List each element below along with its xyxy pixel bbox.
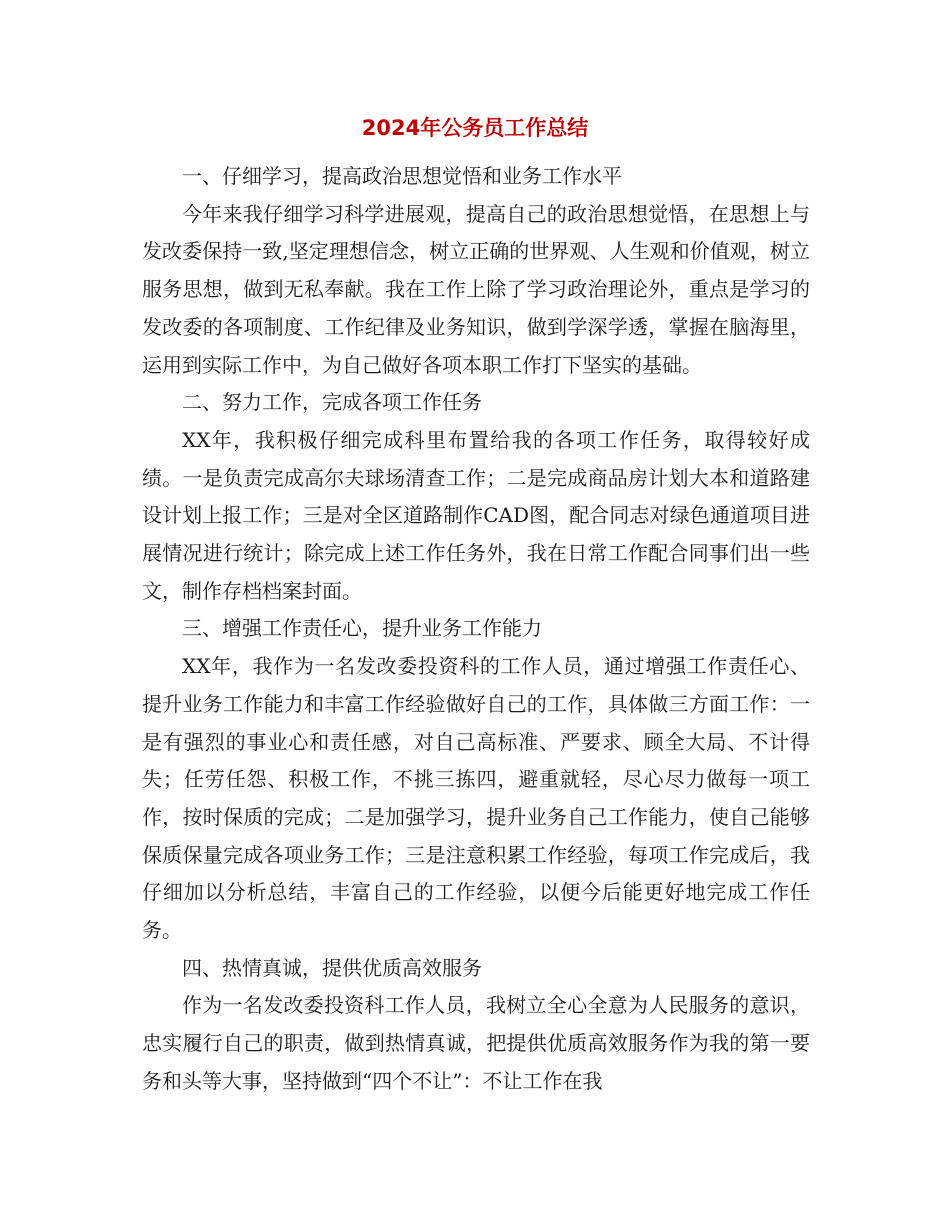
document-body bbox=[142, 158, 810, 1101]
section-heading-1: 一、仔细学习，提高政治思想觉悟和业务工作水平 bbox=[182, 164, 622, 188]
section-heading-2: 二、努力工作，完成各项工作任务 bbox=[182, 390, 482, 415]
section-heading-3: 三、增强工作责任心，提升业务工作能力 bbox=[182, 616, 542, 641]
section-paragraph-2: XX年，我积极仔细完成科里布置给我的各项工作任务，取得较好成绩。一是负责完成高尔夫球场清查工作；二是完成商品房计划大本和道路建设计划上报工作；三是对全区道路制作CAD图，配合同志对绿色通道项目进展情况进行统计；除完成上述工作任务外，我在日常工作配合同事们出一些文，制作存档档案封面。 bbox=[142, 427, 810, 603]
section-paragraph-3: XX年，我作为一名发改委投资科的工作人员，通过增强工作责任心、提升业务工作能力和丰富工作经验做好自己的工作，具体做三方面工作：一是有强烈的事业心和责任感，对自己高标准、严要求、顾全大局、不计得失；任劳任怨、积极工作，不挑三拣四，避重就轻，尽心尽力做每一项工作，按时保质的完成；二是加强学习，提升业务自己工作能力，使自己能够保质保量完成各项业务工作；三是注意积累工作经验，每项工作完成后，我仔细加以分析总结，丰富自己的工作经验，以便今后能更好地完成工作任务。 bbox=[142, 654, 810, 943]
document-title: 2024年公务员工作总结 bbox=[361, 116, 589, 140]
section-paragraph-4: 作为一名发改委投资科工作人员，我树立全心全意为人民服务的意识，忠实履行自己的职责，做到热情真诚，把提供优质高效服务作为我的第一要务和头等大事，坚持做到“四个不让”：不让工作在我 bbox=[142, 993, 810, 1093]
section-paragraph-1: 今年来我仔细学习科学进展观，提高自己的政治思想觉悟，在思想上与发改委保持一致,坚定理想信念，树立正确的世界观、人生观和价值观，树立服务思想，做到无私奉献。我在工作上除了学习政治理论外，重点是学习的发改委的各项制度、工作纪律及业务知识，做到学深学透，掌握在脑海里，运用到实际工作中，为自己做好各项本职工作打下坚实的基础。 bbox=[142, 201, 810, 377]
section-heading-4: 四、热情真诚，提供优质高效服务 bbox=[182, 955, 482, 980]
